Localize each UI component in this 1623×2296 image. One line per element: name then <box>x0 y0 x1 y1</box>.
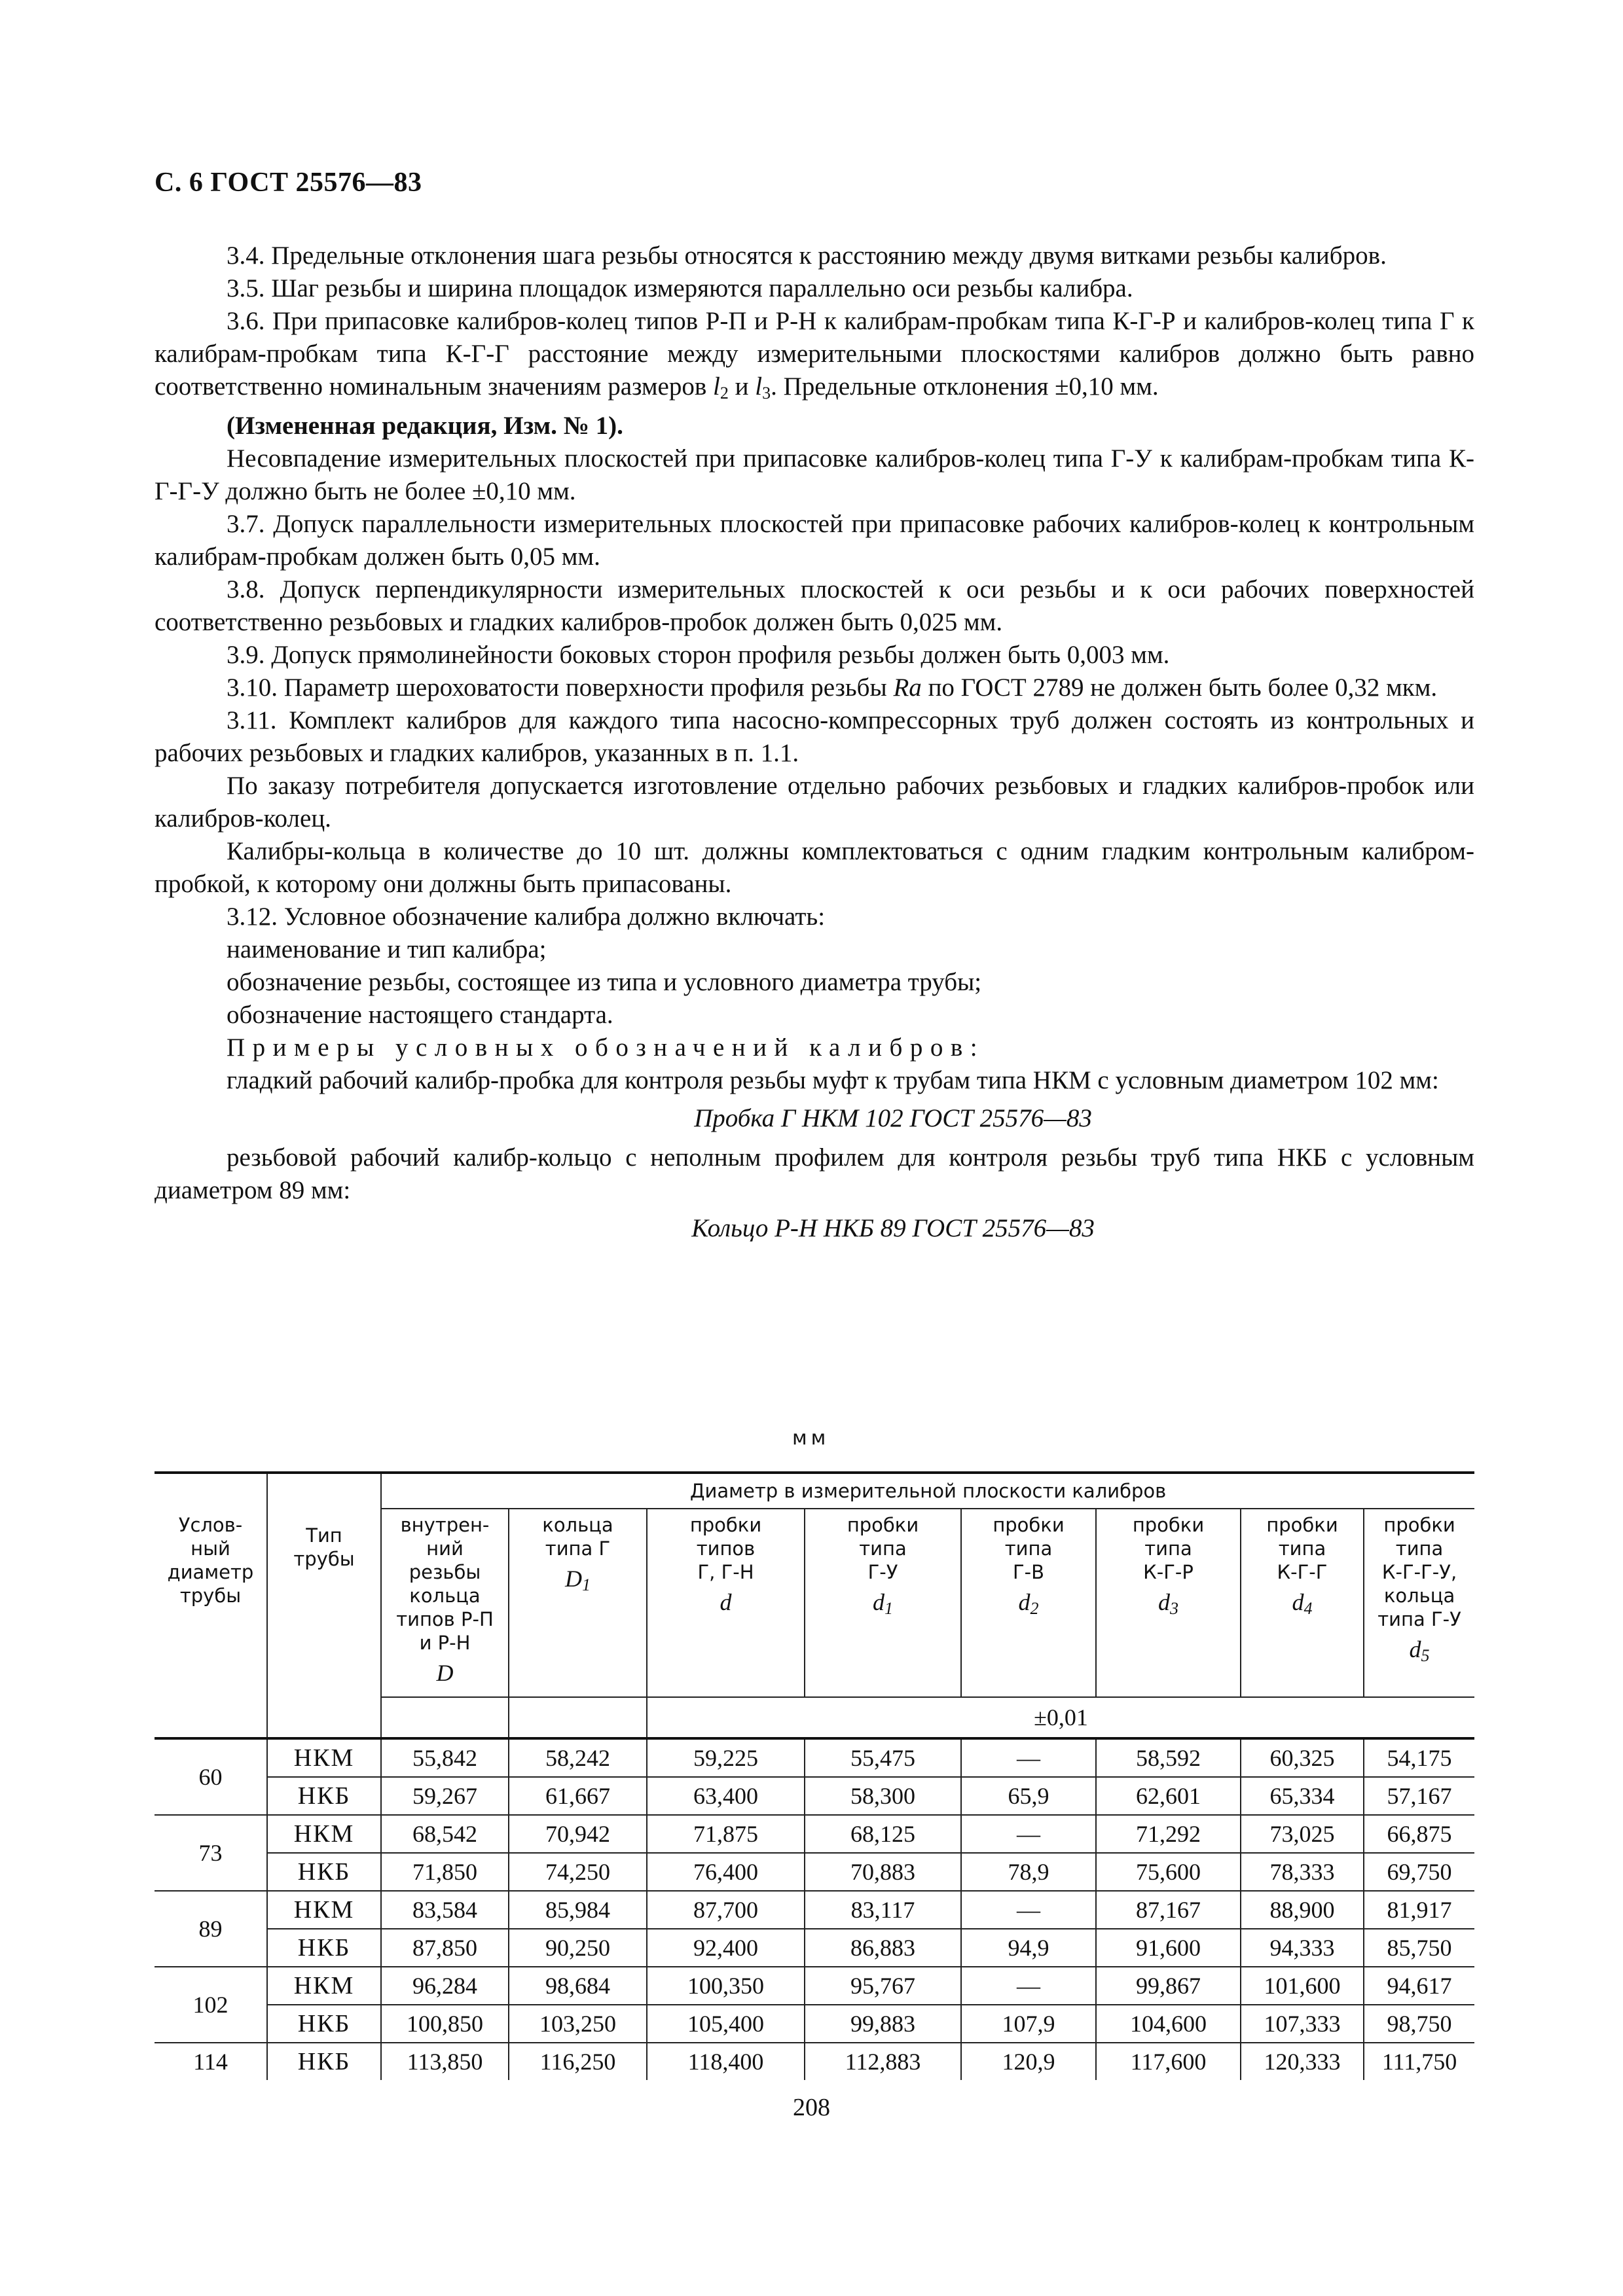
cell-value: 54,175 <box>1364 1738 1474 1777</box>
cell-value: 90,250 <box>509 1929 647 1967</box>
cell-value: 58,592 <box>1096 1738 1241 1777</box>
cell-value: 68,125 <box>805 1815 961 1853</box>
cell-pipe-type: НКБ <box>267 1777 381 1815</box>
column-header <box>647 1509 805 1697</box>
column-header-label: пробки типа К-Г-Р <box>1132 1514 1205 1583</box>
column-symbol-index: 4 <box>1304 1599 1313 1618</box>
cell-value: 78,333 <box>1241 1853 1364 1891</box>
header-blank <box>509 1697 647 1738</box>
clause-3-7: 3.7. Допуск параллельности измерительных плоскостей при припасовке рабочих калибров-колец к контрольным калибрам-пробкам должен быть 0,05 мм. <box>155 510 1474 571</box>
clause-3-11-rings: Калибры-кольца в количестве до 10 шт. должны комплектоваться с одним гладким контрольным калибром-пробкой, к которому они должны быть припасованы. <box>155 837 1474 898</box>
example-1-designation: Пробка Г НКМ 102 ГОСТ 25576—83 <box>694 1104 1092 1132</box>
cell-pipe-type: НКМ <box>267 1967 381 2005</box>
cell-value: 91,600 <box>1096 1929 1241 1967</box>
column-header <box>1364 1509 1474 1697</box>
cell-value: 98,750 <box>1364 2005 1474 2043</box>
column-header-label: пробки типов Г, Г-Н <box>689 1514 762 1583</box>
column-header-label: пробки типа К-Г-Г-У, кольца типа Г-У <box>1377 1514 1461 1630</box>
symbol-l2-sub: 2 <box>720 384 729 403</box>
cell-value: 100,350 <box>647 1967 805 2005</box>
column-symbol-index: 5 <box>1421 1646 1430 1665</box>
column-header <box>1096 1509 1241 1697</box>
cell-value: 117,600 <box>1096 2043 1241 2080</box>
table-row <box>155 1891 1474 1929</box>
table-row <box>155 1777 1474 1815</box>
clause-3-10-text: 3.10. Параметр шероховатости поверхности профиля резьбы <box>227 673 894 702</box>
cell-value: 58,242 <box>509 1738 647 1777</box>
cell-value: 120,333 <box>1241 2043 1364 2080</box>
cell-nominal-diameter: 114 <box>155 2043 267 2080</box>
column-symbol-letter: d <box>1158 1589 1170 1615</box>
column-symbol-letter: d <box>873 1589 884 1615</box>
cell-value: 95,767 <box>805 1967 961 2005</box>
table-row <box>155 1929 1474 1967</box>
clause-3-9: 3.9. Допуск прямолинейности боковых сторон профиля резьбы должен быть 0,003 мм. <box>227 641 1170 669</box>
cell-value: — <box>961 1815 1096 1853</box>
column-symbol-letter: D <box>436 1660 454 1686</box>
clause-3-8: 3.8. Допуск перпендикулярности измерительных плоскостей к оси резьбы и к оси рабочих поверхностей соответственно резьбовых и гладких калибров-пробок должен быть 0,025 мм. <box>155 575 1474 636</box>
cell-value: 69,750 <box>1364 1853 1474 1891</box>
cell-pipe-type: НКБ <box>267 2005 381 2043</box>
cell-value: 85,750 <box>1364 1929 1474 1967</box>
cell-value: — <box>961 1967 1096 2005</box>
column-symbol <box>1241 1590 1363 1621</box>
column-symbol <box>962 1590 1095 1621</box>
column-header-label: кольца типа Г <box>542 1514 613 1560</box>
amendment-note: (Измененная редакция, Изм. № 1). <box>227 412 623 440</box>
cell-pipe-type: НКМ <box>267 1891 381 1929</box>
cell-value: 59,225 <box>647 1738 805 1777</box>
column-header <box>805 1509 961 1697</box>
column-symbol-index: 3 <box>1170 1599 1178 1618</box>
table-unit: мм <box>792 1427 830 1450</box>
cell-value: — <box>961 1738 1096 1777</box>
column-symbol <box>509 1567 646 1597</box>
table-row <box>155 1967 1474 2005</box>
column-header <box>509 1509 647 1697</box>
column-header <box>1241 1509 1364 1697</box>
body-text <box>155 240 1474 1245</box>
example-2-description: резьбовой рабочий калибр-кольцо с неполным профилем для контроля резьбы труб типа НКБ с условным диаметром 89 мм: <box>155 1143 1474 1204</box>
cell-value: 87,850 <box>381 1929 509 1967</box>
symbol-ra: Ra <box>893 673 922 702</box>
gauge-diameter-table <box>155 1471 1474 2080</box>
cell-value: 75,600 <box>1096 1853 1241 1891</box>
cell-pipe-type: НКБ <box>267 1929 381 1967</box>
column-header-label: внутрен- ний резьбы кольца типов Р-П и Р-Н <box>396 1514 494 1654</box>
cell-value: 65,334 <box>1241 1777 1364 1815</box>
column-symbol <box>805 1590 960 1621</box>
clause-3-6-tail: . Предельные отклонения ±0,10 мм. <box>771 372 1159 401</box>
list-item: наименование и тип калибра; <box>227 935 547 963</box>
column-symbol-letter: d <box>1292 1589 1304 1615</box>
column-symbol-letter: d <box>1409 1636 1421 1662</box>
cell-value: 70,942 <box>509 1815 647 1853</box>
clause-3-11: 3.11. Комплект калибров для каждого типа насосно-компрессорных труб должен состоять из контрольных и рабочих резьбовых и гладких калибров, указанных в п. 1.1. <box>155 706 1474 767</box>
cell-value: 59,267 <box>381 1777 509 1815</box>
cell-value: 55,475 <box>805 1738 961 1777</box>
table-row <box>155 2043 1474 2080</box>
table-row <box>155 2005 1474 2043</box>
cell-value: 63,400 <box>647 1777 805 1815</box>
cell-value: 70,883 <box>805 1853 961 1891</box>
header-diameter-group: Диаметр в измерительной плоскости калибров <box>381 1473 1474 1509</box>
cell-pipe-type: НКБ <box>267 1853 381 1891</box>
clause-3-4: 3.4. Предельные отклонения шага резьбы относятся к расстоянию между двумя витками резьбы калибров. <box>227 242 1387 270</box>
cell-value: 74,250 <box>509 1853 647 1891</box>
column-symbol-index: 2 <box>1030 1599 1039 1618</box>
cell-value: 73,025 <box>1241 1815 1364 1853</box>
cell-value: 101,600 <box>1241 1967 1364 2005</box>
cell-value: 85,984 <box>509 1891 647 1929</box>
page-number: 208 <box>793 2094 830 2121</box>
cell-value: 107,333 <box>1241 2005 1364 2043</box>
example-1-description: гладкий рабочий калибр-пробка для контроля резьбы муфт к трубам типа НКМ с условным диаметром 102 мм: <box>227 1066 1439 1094</box>
column-symbol <box>647 1590 804 1621</box>
cell-value: 71,292 <box>1096 1815 1241 1853</box>
cell-value: 99,867 <box>1096 1967 1241 2005</box>
table-row <box>155 1738 1474 1777</box>
cell-value: 94,9 <box>961 1929 1096 1967</box>
header-nominal-diameter: Услов- ный диаметр трубы <box>155 1473 267 1738</box>
clause-3-10-tail: по ГОСТ 2789 не должен быть более 0,32 мкм. <box>921 673 1438 702</box>
cell-value: 65,9 <box>961 1777 1096 1815</box>
cell-value: 105,400 <box>647 2005 805 2043</box>
examples-title: Примеры условных обозначений калибров: <box>227 1033 985 1062</box>
header-tolerance: ±0,01 <box>647 1697 1474 1738</box>
cell-value: 83,117 <box>805 1891 961 1929</box>
cell-value: 96,284 <box>381 1967 509 2005</box>
cell-value: 55,842 <box>381 1738 509 1777</box>
page-header: С. 6 ГОСТ 25576—83 <box>155 168 422 198</box>
column-symbol-letter: d <box>1018 1589 1030 1615</box>
cell-value: 94,617 <box>1364 1967 1474 2005</box>
column-header-label: пробки типа Г-У <box>847 1514 919 1583</box>
clause-3-12: 3.12. Условное обозначение калибра должно включать: <box>227 903 826 931</box>
cell-value: 68,542 <box>381 1815 509 1853</box>
symbol-l3: l <box>755 372 763 401</box>
cell-value: 104,600 <box>1096 2005 1241 2043</box>
clause-3-5: 3.5. Шаг резьбы и ширина площадок измеряются параллельно оси резьбы калибра. <box>227 274 1133 302</box>
cell-pipe-type: НКМ <box>267 1815 381 1853</box>
cell-value: 107,9 <box>961 2005 1096 2043</box>
cell-value: 61,667 <box>509 1777 647 1815</box>
cell-value: 116,250 <box>509 2043 647 2080</box>
example-2-designation: Кольцо Р-Н НКБ 89 ГОСТ 25576—83 <box>691 1214 1095 1242</box>
clause-3-6-note: Несовпадение измерительных плоскостей при припасовке калибров-колец типа Г-У к калибрам-пробкам типа К-Г-Г-У должно быть не более ±0,10 мм. <box>155 444 1474 505</box>
symbol-l3-sub: 3 <box>762 384 771 403</box>
column-symbol-index: 1 <box>582 1575 591 1594</box>
cell-nominal-diameter: 89 <box>155 1891 267 1967</box>
list-item: обозначение резьбы, состоящее из типа и условного диаметра трубы; <box>227 968 982 996</box>
conjunction: и <box>728 372 756 401</box>
cell-pipe-type: НКМ <box>267 1738 381 1777</box>
cell-nominal-diameter: 73 <box>155 1815 267 1891</box>
cell-value: 62,601 <box>1096 1777 1241 1815</box>
column-symbol-letter: d <box>720 1589 732 1615</box>
cell-value: 78,9 <box>961 1853 1096 1891</box>
cell-value: 111,750 <box>1364 2043 1474 2080</box>
cell-value: 71,850 <box>381 1853 509 1891</box>
cell-value: 99,883 <box>805 2005 961 2043</box>
column-symbol <box>382 1661 508 1691</box>
cell-value: 83,584 <box>381 1891 509 1929</box>
cell-value: 76,400 <box>647 1853 805 1891</box>
cell-value: 103,250 <box>509 2005 647 2043</box>
header-blank <box>381 1697 509 1738</box>
cell-value: 81,917 <box>1364 1891 1474 1929</box>
cell-pipe-type: НКБ <box>267 2043 381 2080</box>
cell-value: 98,684 <box>509 1967 647 2005</box>
cell-value: 58,300 <box>805 1777 961 1815</box>
column-header-label: пробки типа Г-В <box>993 1514 1065 1583</box>
header-pipe-type: Тип трубы <box>267 1473 381 1738</box>
cell-value: 88,900 <box>1241 1891 1364 1929</box>
cell-value: 57,167 <box>1364 1777 1474 1815</box>
column-header <box>381 1509 509 1697</box>
symbol-l2: l <box>713 372 720 401</box>
column-symbol-letter: D <box>565 1566 582 1592</box>
cell-value: 92,400 <box>647 1929 805 1967</box>
cell-value: — <box>961 1891 1096 1929</box>
clause-3-6 <box>155 305 1474 410</box>
cell-value: 94,333 <box>1241 1929 1364 1967</box>
cell-nominal-diameter: 60 <box>155 1738 267 1815</box>
clause-3-6-text: 3.6. При припасовке калибров-колец типов Р-П и Р-Н к калибрам-пробкам типа К-Г-Р и калибров-колец типа Г к калибрам-пробкам типа К-Г-Г расстояние между измерительными плоскостями калибров должно быть равно соответственно номинальным значениям размеров <box>155 307 1474 401</box>
cell-value: 66,875 <box>1364 1815 1474 1853</box>
column-symbol <box>1097 1590 1240 1621</box>
cell-value: 71,875 <box>647 1815 805 1853</box>
column-symbol <box>1364 1638 1474 1668</box>
cell-value: 87,167 <box>1096 1891 1241 1929</box>
list-item: обозначение настоящего стандарта. <box>227 1001 613 1029</box>
cell-value: 120,9 <box>961 2043 1096 2080</box>
clause-3-10 <box>155 672 1474 704</box>
cell-value: 60,325 <box>1241 1738 1364 1777</box>
cell-value: 113,850 <box>381 2043 509 2080</box>
cell-value: 112,883 <box>805 2043 961 2080</box>
clause-3-11-order: По заказу потребителя допускается изготовление отдельно рабочих резьбовых и гладких калибров-пробок или калибров-колец. <box>155 772 1474 833</box>
table-row <box>155 1815 1474 1853</box>
column-symbol-index: 1 <box>884 1599 893 1618</box>
cell-value: 86,883 <box>805 1929 961 1967</box>
table-row <box>155 1853 1474 1891</box>
cell-value: 87,700 <box>647 1891 805 1929</box>
column-header <box>961 1509 1096 1697</box>
column-header-label: пробки типа К-Г-Г <box>1266 1514 1338 1583</box>
cell-value: 100,850 <box>381 2005 509 2043</box>
cell-value: 118,400 <box>647 2043 805 2080</box>
cell-nominal-diameter: 102 <box>155 1967 267 2043</box>
